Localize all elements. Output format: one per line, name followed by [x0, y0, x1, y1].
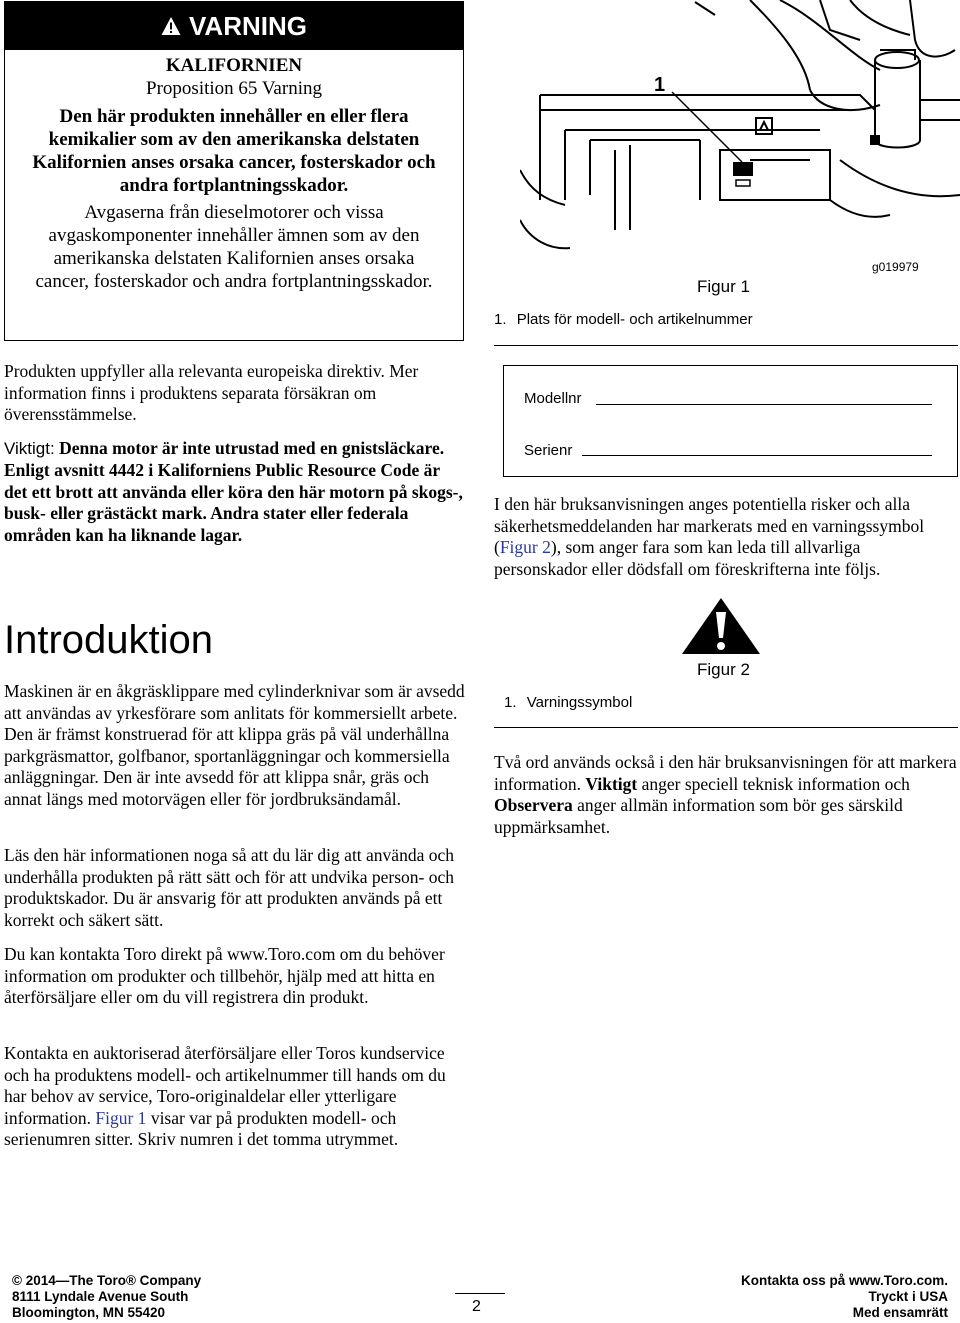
intro-p4-text-1: Kontakta en auktoriserad återförsäljare eller Toros kundservice och ha produktens modell- och artikelnummer till hands om du har behov av service, Toro-originaldelar eller ytterligare information.: [4, 1043, 446, 1128]
figure-1-legend-number: 1.: [494, 311, 507, 328]
figure-1-illustration: [520, 0, 960, 270]
serial-number-label: Serienr: [524, 442, 573, 459]
serial-number-line[interactable]: [582, 455, 932, 456]
footer-contact: Kontakta oss på www.Toro.com.: [740, 1273, 948, 1288]
words-text-1: Två ord används också i den här bruksanvisningen för att markera information.: [494, 752, 957, 794]
intro-paragraph-2: Läs den här informationen noga så att du lär dig att använda och underhålla produkten på rätt sätt och för att undvika person- och produktskador. Du är ansvarig för att produkten används på ett korrekt och säkert sätt.: [4, 845, 454, 930]
figure-1-rule: [494, 345, 958, 346]
figure-1-legend: [494, 311, 753, 328]
figure-1-title: Figur 1: [697, 277, 750, 296]
figure-1-link[interactable]: Figur 1: [95, 1107, 147, 1128]
warning-symbol-icon: [680, 596, 762, 656]
figure-2-link[interactable]: Figur 2: [499, 537, 551, 557]
words-bold-note: Observera: [494, 795, 573, 815]
figure-1-callout: 1: [654, 74, 666, 96]
intro-paragraph-1: Maskinen är en åkgräsklippare med cylinderknivar som är avsedd att användas av yrkesförare som anlitats för kommersiellt arbete. Den är främst konstruerad för att klippa gräs på väl underhållna parkgräsmattor, golfbanor, sportanläggningar och kommersiella anläggningar. Den är inte avsedd för att klippa snår, gräs och annat längs med motorvägen eller för jordbruksändamål.: [4, 681, 465, 809]
important-text: Denna motor är inte utrustad med en gnistsläckare. Enligt avsnitt 4442 i Kaliforniens Public Resource Code är det ett brott att använda eller köra den här motorn på skogs-, busk- eller grästäckt mark. Andra stater eller federala områden kan ha liknande lagar.: [4, 438, 463, 546]
intro-paragraph-4: [4, 1043, 466, 1151]
figure-2-title: Figur 2: [697, 660, 750, 679]
footer-city: Bloomington, MN 55420: [12, 1305, 166, 1320]
words-bold-important: Viktigt: [585, 773, 638, 794]
model-number-line[interactable]: [596, 404, 932, 405]
intro-paragraph-3: Du kan kontakta Toro direkt på www.Toro.com om du behöver information om produkter och tillbehör, hjälp med att hitta en återförsäljare eller om du vill registrera din produkt.: [4, 944, 445, 1007]
figure-2-legend-number: 1.: [504, 694, 517, 711]
footer-rights: Med ensamrätt: [852, 1305, 948, 1320]
important-label: Viktigt:: [4, 439, 55, 458]
warning-header: [5, 2, 463, 50]
words-text-3: anger allmän information som bör ges särskild uppmärksamhet.: [494, 795, 903, 837]
warning-paragraph-1: Den här produkten innehåller en eller flera kemikalier som av den amerikanska delstaten Kalifornien anses orsaka cancer, fosterskador och andra fortplantningsskador.: [32, 106, 436, 196]
warning-triangle-icon: [161, 16, 181, 36]
footer-left: [12, 1273, 201, 1321]
footer-printed: Tryckt i USA: [868, 1289, 948, 1304]
two-words-paragraph: [494, 752, 958, 838]
warning-header-text: VARNING: [189, 10, 307, 41]
safety-paragraph: [494, 494, 958, 580]
warning-state: KALIFORNIEN: [165, 55, 303, 76]
figure-1-legend-text: Plats för modell- och artikelnummer: [516, 311, 753, 328]
model-number-label: Modellnr: [524, 390, 582, 407]
safety-text-2: ), som anger fara som kan leda till allvarliga personskador eller dödsfall om föreskrifterna inte följs.: [494, 537, 881, 579]
introduction-heading: Introduktion: [4, 618, 214, 662]
model-serial-box: [503, 365, 958, 477]
page-number: 2: [472, 1298, 481, 1315]
warning-paragraph-2: Avgaserna från dieselmotorer och vissa avgaskomponenter innehåller ämnen som av den amerikanska delstaten Kalifornien anses orsaka cancer, fosterskador och andra fortplantningsskador.: [35, 202, 433, 292]
warning-box: [4, 1, 464, 341]
directives-paragraph: Produkten uppfyller alla relevanta europeiska direktiv. Mer information finns i produktens separata försäkran om överensstämmelse.: [4, 361, 419, 424]
figure-1-image-code: g019979: [872, 260, 919, 274]
figure-2-rule: [494, 727, 958, 728]
intro-p4-text-2: visar var på produkten modell- och serienumren sitter. Skriv numren i det tomma utrymmet.: [4, 1107, 399, 1149]
words-text-2: anger speciell teknisk information och: [637, 773, 910, 794]
footer-address: 8111 Lyndale Avenue South: [12, 1289, 189, 1304]
important-paragraph: [4, 438, 466, 547]
figure-2-legend: [504, 694, 632, 711]
safety-text-1: I den här bruksanvisningen anges potentiella risker och alla säkerhetsmeddelanden har markerats med en varningssymbol (: [494, 494, 925, 557]
footer-page-rule: [455, 1293, 505, 1294]
figure-2-legend-text: Varningssymbol: [526, 694, 633, 711]
warning-proposition: Proposition 65 Varning: [146, 78, 322, 99]
footer-right: [741, 1273, 948, 1321]
footer-copyright: © 2014—The Toro® Company: [12, 1273, 202, 1288]
